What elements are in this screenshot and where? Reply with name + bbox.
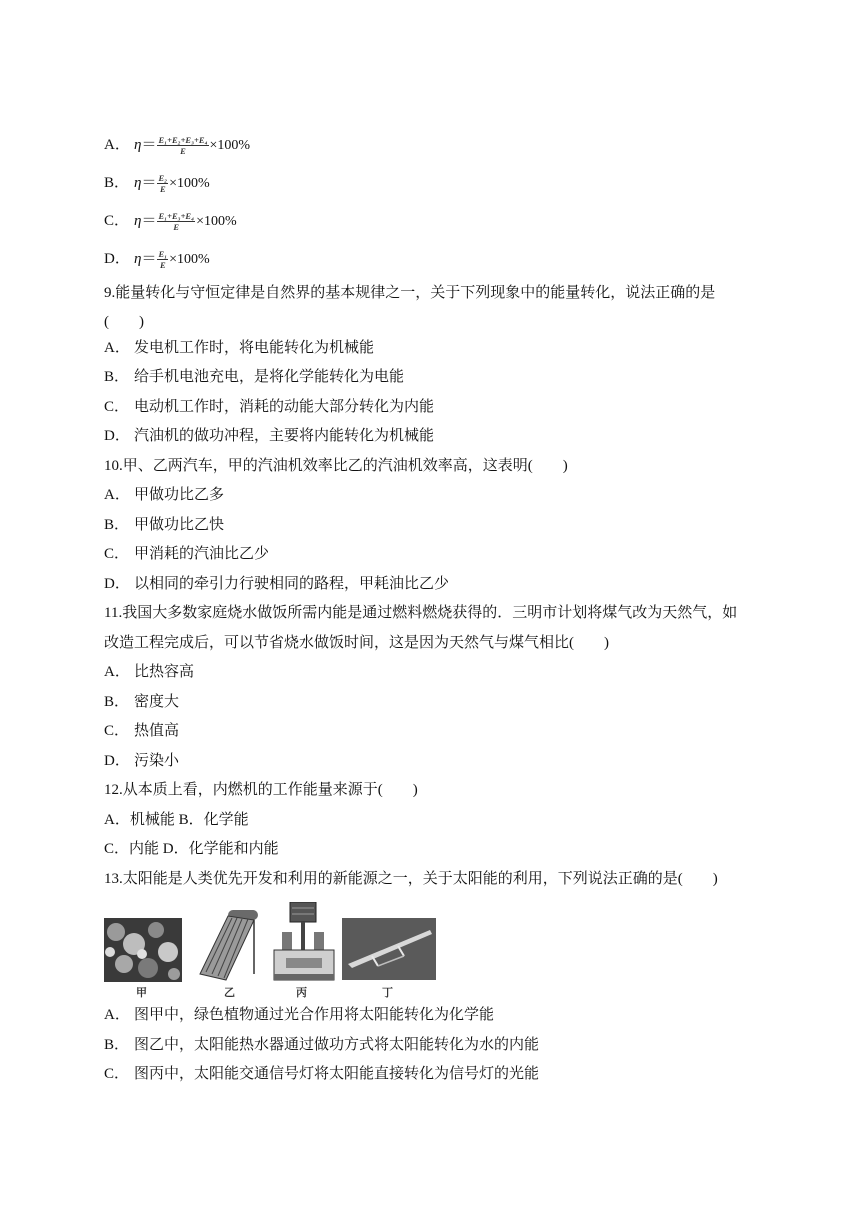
option-text: 热值高 <box>134 723 180 739</box>
option-text: 发电机工作时，将电能转化为机械能 <box>134 340 375 356</box>
option-label: B． <box>104 369 130 385</box>
q9-option-b <box>104 367 404 387</box>
q8-option-d: D． η＝ $\frac{\text{E₁}}{E}$ ×100% <box>104 249 210 271</box>
solar-aircraft-image <box>342 918 436 980</box>
q13-figures <box>104 902 444 998</box>
q10-option-b <box>104 515 224 535</box>
q9-stem: 9.能量转化与守恒定律是自然界的基本规律之一，关于下列现象中的能量转化，说法正确的是 <box>104 285 716 301</box>
option-text: 比热容高 <box>134 664 195 680</box>
q11-option-d <box>104 751 179 771</box>
option-label: B． <box>104 517 130 533</box>
formula-fraction: $\frac{\text{E₂}}{E}$ <box>158 173 168 195</box>
solar-traffic-light-image <box>272 902 336 984</box>
option-text: 甲消耗的汽油比乙少 <box>134 546 270 562</box>
option-label: D． <box>104 753 130 769</box>
q10-option-a <box>104 485 224 505</box>
option-label: B． <box>104 1037 130 1053</box>
option-text: 电动机工作时，消耗的动能大部分转化为内能 <box>134 399 435 415</box>
q10-option-d <box>104 574 449 594</box>
q9-option-c <box>104 397 434 417</box>
figure-caption-jia: 甲 <box>136 986 147 999</box>
option-text: 以相同的牵引力行驶相同的路程，甲耗油比乙少 <box>134 576 450 592</box>
q9-stem-cont: ( ) <box>104 314 144 330</box>
option-label: A． <box>104 137 130 153</box>
option-label: B． <box>104 175 130 191</box>
q13-option-a <box>104 1005 494 1025</box>
q8-option-c: C． η＝ $\frac{\text{E₁+E₃+E₄}}{E}$ ×100% <box>104 211 237 233</box>
option-label: A． <box>104 1007 130 1023</box>
q11-option-b <box>104 692 179 712</box>
q13-option-c <box>104 1064 539 1084</box>
q11-stem-cont: 改造工程完成后，可以节省烧水做饭时间，这是因为天然气与煤气相比( ) <box>104 635 609 651</box>
option-label: C． <box>104 1066 130 1082</box>
option-text: 图乙中，太阳能热水器通过做功方式将太阳能转化为水的内能 <box>134 1037 540 1053</box>
option-text: 图甲中，绿色植物通过光合作用将太阳能转化为化学能 <box>134 1007 495 1023</box>
formula-fraction: $\frac{\text{E₁+E₂+E₃+E₄}}{E}$ <box>158 135 208 157</box>
option-text: 甲做功比乙快 <box>134 517 225 533</box>
q9-option-a <box>104 338 374 358</box>
q12-stem: 12.从本质上看，内燃机的工作能量来源于( ) <box>104 782 418 798</box>
option-label: C． <box>104 723 130 739</box>
option-text: 给手机电池充电，是将化学能转化为电能 <box>134 369 405 385</box>
option-label: B． <box>104 694 130 710</box>
option-label: D． <box>104 251 130 267</box>
q13-option-b <box>104 1035 539 1055</box>
option-label: A． <box>104 340 130 356</box>
option-label: D． <box>104 428 130 444</box>
figure-caption-ding: 丁 <box>382 986 393 999</box>
option-label: A． <box>104 664 130 680</box>
q8-option-b: B． η＝ $\frac{\text{E₂}}{E}$ ×100% <box>104 173 210 195</box>
option-label: C． <box>104 399 130 415</box>
option-label: A． <box>104 487 130 503</box>
plant-photo-image <box>104 918 182 982</box>
option-text: 汽油机的做功冲程，主要将内能转化为机械能 <box>134 428 435 444</box>
option-text: 甲做功比乙多 <box>134 487 225 503</box>
figure-caption-yi: 乙 <box>224 986 235 999</box>
figure-caption-bing: 丙 <box>296 986 307 999</box>
q10-stem: 10.甲、乙两汽车，甲的汽油机效率比乙的汽油机效率高，这表明( ) <box>104 458 568 474</box>
q11-stem: 11.我国大多数家庭烧水做饭所需内能是通过燃料燃烧获得的．三明市计划将煤气改为天然气，如 <box>104 605 738 621</box>
q9-option-d <box>104 426 434 446</box>
option-label: C． <box>104 546 130 562</box>
option-label: C． <box>104 213 130 229</box>
option-text: 图丙中，太阳能交通信号灯将太阳能直接转化为信号灯的光能 <box>134 1066 540 1082</box>
q12-options-cd: C．内能 D．化学能和内能 <box>104 841 279 857</box>
option-text: 密度大 <box>134 694 180 710</box>
formula-fraction: $\frac{\text{E₁+E₃+E₄}}{E}$ <box>158 211 195 233</box>
q12-options-ab: A．机械能 B．化学能 <box>104 812 249 828</box>
q13-stem: 13.太阳能是人类优先开发和利用的新能源之一，关于太阳能的利用，下列说法正确的是( ) <box>104 871 718 887</box>
solar-water-heater-image <box>192 904 262 984</box>
option-label: D． <box>104 576 130 592</box>
q11-option-c <box>104 721 179 741</box>
option-text: 污染小 <box>134 753 180 769</box>
formula-fraction: $\frac{\text{E₁}}{E}$ <box>158 249 168 271</box>
q11-option-a <box>104 662 194 682</box>
q10-option-c <box>104 544 269 564</box>
q8-option-a: A． η＝ $\frac{\text{E₁+E₂+E₃+E₄}}{E}$ ×100% <box>104 135 251 157</box>
